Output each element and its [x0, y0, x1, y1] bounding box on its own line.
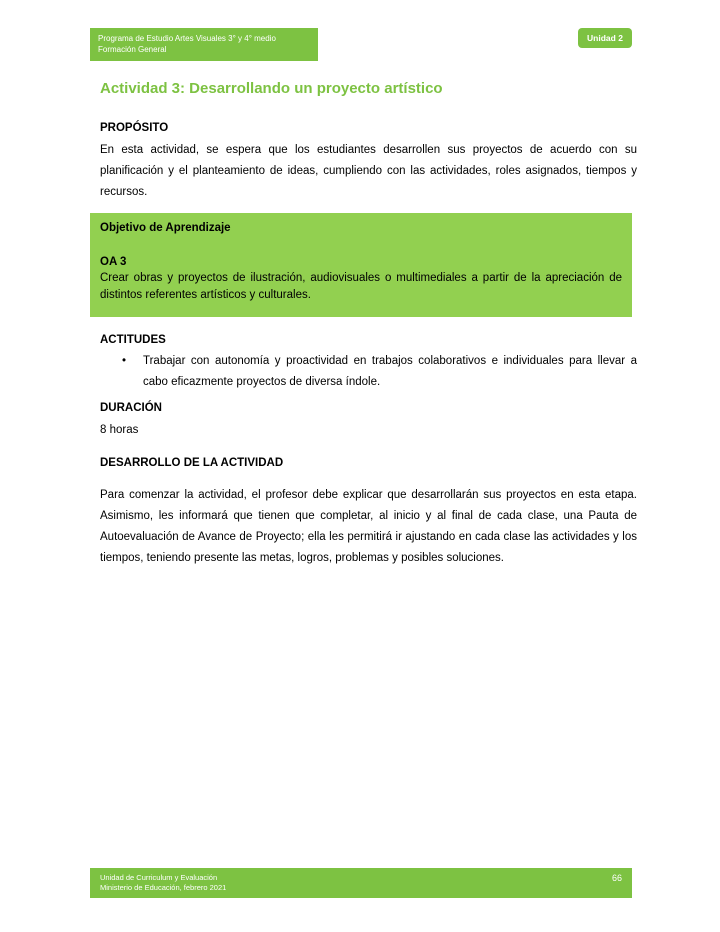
desarrollo-text: Para comenzar la actividad, el profesor debe explicar que desarrollarán sus proyectos en esta etapa. Asimismo, les informará que tienen que completar, al inicio y al final de cada clase, una Pauta de Autoevaluación de Avance de Proyecto; ella les permitirá ir ajustando en cada clase las actividades y los tiempos, teniendo presente las metas, logros, problemas y posibles soluciones. [100, 489, 637, 564]
list-item [100, 351, 637, 393]
actitudes-heading: ACTITUDES [100, 334, 166, 346]
duracion-heading: DURACIÓN [100, 402, 162, 414]
oa-heading: Objetivo de Aprendizaje [100, 222, 231, 234]
footer-line1: Unidad de Curriculum y Evaluación [100, 873, 218, 882]
footer-line2: Ministerio de Educación, febrero 2021 [100, 883, 227, 892]
actitudes-list [100, 351, 637, 393]
footer-bar [90, 868, 632, 898]
proposito-text: En esta actividad, se espera que los estudiantes desarrollen sus proyectos de acuerdo con su planificación y el planteamiento de ideas, cumpliendo con las actividades, roles asignados, tiempos y recursos. [100, 144, 637, 198]
oa-code: OA 3 [100, 256, 127, 268]
oa-text: Crear obras y proyectos de ilustración, audiovisuales o multimediales a partir de la apreciación de distintos referentes artísticos y culturales. [100, 272, 622, 301]
duracion-text: 8 horas [100, 424, 139, 436]
oa-box [90, 213, 632, 317]
proposito-heading: PROPÓSITO [100, 122, 169, 134]
bullet-icon: • [122, 355, 127, 367]
bullet-text: Trabajar con autonomía y proactividad en trabajos colaborativos e individuales para llevar a cabo eficazmente proyectos de diversa índole. [143, 355, 637, 388]
unit-badge: Unidad 2 [578, 28, 632, 48]
page-number: 66 [611, 873, 622, 883]
program-subtitle: Formación General [98, 45, 167, 54]
header-bar [90, 28, 318, 61]
program-title: Programa de Estudio Artes Visuales 3° y 4° medio [98, 34, 276, 43]
desarrollo-heading: DESARROLLO DE LA ACTIVIDAD [100, 457, 284, 469]
activity-title: Actividad 3: Desarrollando un proyecto artístico [100, 80, 443, 97]
